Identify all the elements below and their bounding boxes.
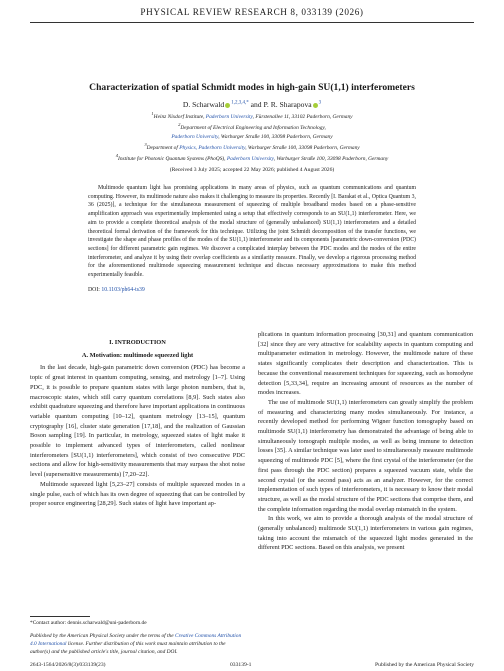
section-heading: I. INTRODUCTION xyxy=(109,339,166,346)
subsection-heading: A. Motivation: multimode squeezed light xyxy=(81,351,194,359)
footnote: *Contact author: dennis.scharwald@uni-paderborn.de xyxy=(30,620,147,626)
header-rule xyxy=(30,22,474,23)
affiliation-link[interactable]: Paderborn University xyxy=(205,113,253,120)
paragraph: In the last decade, high-gain parametric down conversion (PDC) has become a topic of great interest in quantum computing, sensing, and metrology [1–7]. Using PDC, it is possible to prepare quantum states with large photon numbers, that is, macroscopic states, which still carry quantum correlations [8,9]. Such states also exhibit quadrature squeezing and therefore have important applications in continuous variable quantum computing [10–12], quantum metrology [13–15], quantum cryptography [16], cluster state generation [17,18], and the realization of Gaussian Boson sampling [19]. In particular, in metrology, squeezed states of light make it possible to implement advanced types of interferometers, called nonlinear interferometers [SU(1,1) interferometers], which consist of two consecutive PDC sections and allow for high-sensitivity measurements that may surpass the shot noise level (supersensitive measurements) [7,20–22]. xyxy=(30,364,245,479)
doi-link[interactable]: 10.1103/ph64-ts39 xyxy=(101,287,145,293)
affiliation-line: $^1$Heinz Nixdorf Institute, Paderborn University, Fürstenallee 11, 33102 Paderborn, Germany xyxy=(151,111,353,120)
affiliation-link[interactable]: Paderborn University xyxy=(226,156,274,163)
affiliation-link[interactable]: Paderborn University xyxy=(171,133,219,140)
author-name[interactable]: P. R. Sharapova xyxy=(263,100,312,109)
license-note: Published by the American Physical Society under the terms of the Creative Commons Attribution 4.0 International license. Further distribution of this work must maintain attribution to the author(s) and the published article's title, journal citation, and DOI. xyxy=(30,633,242,655)
affiliations xyxy=(20,110,484,164)
footer-issn: 2643-1564/2026/8(3)/033139(23) xyxy=(30,662,106,668)
doi-line xyxy=(88,287,145,293)
author-affiliation-marks[interactable]: 3 xyxy=(318,100,322,106)
footer-page-number: 033139-1 xyxy=(230,662,252,668)
orcid-icon[interactable] xyxy=(225,103,230,108)
paragraph: Multimode squeezed light [5,23–27] consists of multiple squeezed modes in a single pulse, each of which has its own degree of squeezing that can be controlled by proper source engineering [28,29]. Such states of light have important ap- xyxy=(30,480,245,508)
affiliation-line: $^4$Institute for Photonic Quantum Systems (PhoQS), Paderborn University, Warburger Straße 100, 33098 Paderborn, Germany xyxy=(115,153,389,163)
footnote-rule xyxy=(30,616,90,617)
abstract: Multimode quantum light has promising applications in many areas of physics, such as quantum communications and quantum computing. However, its multimode nature also makes it challenging to measure its properties. Recently [I. Barakat et al., Optica Quantum 3, 36 (2025)], a technique for the simultaneous measurement of squeezing of multiple broadband modes based on a phase-sensitive amplification approach was experimentally implemented using a setup that effectively corresponds to an SU(1,1) interferometer. Here, we aim to provide a complete theoretical analysis of the modal structure of (generally unbalanced) SU(1,1) interferometers and a detailed theoretical formal derivation of the framework for this technique. Utilizing the joint Schmidt decomposition of the transfer functions, we investigate the shape and phase profiles of the modes of the SU(1,1) interferometer and its components [parametric down-conversion (PDC) sections] for different parametric gain regimes. We discover a complicated interplay between the PDC modes and the modes of the entire interferometer, and analyze it by using their overlap coefficients as a similarity measure. Finally, we develop a rigorous processing method for the aforementioned multimode squeezing measurement technique and discuss necessary approximations to make this method experimentally feasible. xyxy=(88,185,416,279)
author-list xyxy=(20,100,484,109)
affiliation-link[interactable]: Physics, Paderborn University xyxy=(179,144,246,151)
publication-dates: (Received 3 July 2025; accepted 22 May 2026; published 4 August 2026) xyxy=(169,167,335,173)
footer-publisher: Published by the American Physical Society xyxy=(375,662,474,668)
affiliation-line: $^3$Department of Physics, Paderborn University, Warburger Straße 100, 33098 Paderborn, Germany xyxy=(144,142,360,151)
left-column xyxy=(30,338,245,509)
author-affiliation-marks[interactable]: 1,2,3,4,* xyxy=(231,100,249,106)
orcid-icon[interactable] xyxy=(313,103,318,108)
paragraph: plications in quantum information processing [30,31] and quantum communication [32] since they are very attractive for scalability aspects in quantum computing and multiparameter estimation in metrology. However, the multimode nature of these states significantly complicates their description and characterization. This is because the conventional measurement techniques for squeezing, such as homodyne detection [5,33,34], require an increasing amount of resources as the number of modes increases. xyxy=(258,331,473,397)
paragraph: The use of multimode SU(1,1) interferometers can greatly simplify the problem of measuring and characterizing many modes simultaneously. For instance, a recently developed method for performing Wigner function tomography based on multimode SU(1,1) interferometry has demonstrated the advantage of being able to simultaneously tomograph multiple modes, as well as being immune to detection losses [35]. A similar technique was later used to simultaneously measure multimode squeezing of multimode PDC [5], where the first crystal of the interferometer (or the first pass through the PDC section) prepares a squeezed vacuum state, while the second crystal (or the second pass) acts as an analyzer. However, for the correct implementation of such types of interferometers, it is necessary to know their modal structure, as well as the modal structure of the PDC sections that comprise them, and the complete information regarding the modal overlap mismatch in the system. xyxy=(258,398,473,513)
paper-title: Characterization of spatial Schmidt modes in high-gain SU(1,1) interferometers xyxy=(89,82,415,93)
affiliation-line: Paderborn University, Warburger Straße 100, 33098 Paderborn, Germany xyxy=(171,133,333,140)
journal-header: PHYSICAL REVIEW RESEARCH 8, 033139 (2026) xyxy=(140,7,364,17)
affiliation-line: $^2$Department of Electrical Engineering and Information Technology, xyxy=(178,122,326,132)
author-name[interactable]: D. Scharwald xyxy=(182,100,225,109)
doi-label: DOI: xyxy=(88,287,100,293)
paragraph: In this work, we aim to provide a thorough analysis of the modal structure of (generally unbalanced) multimode SU(1,1) interferometers in various gain regimes, taking into account the mismatch of the squeezed light modes generated in the different PDC sections. Based on this analysis, we present xyxy=(258,515,473,552)
license-link[interactable]: Creative Commons Attribution 4.0 International xyxy=(30,633,242,647)
author-conjunction: and xyxy=(250,100,262,109)
right-column xyxy=(258,330,473,553)
